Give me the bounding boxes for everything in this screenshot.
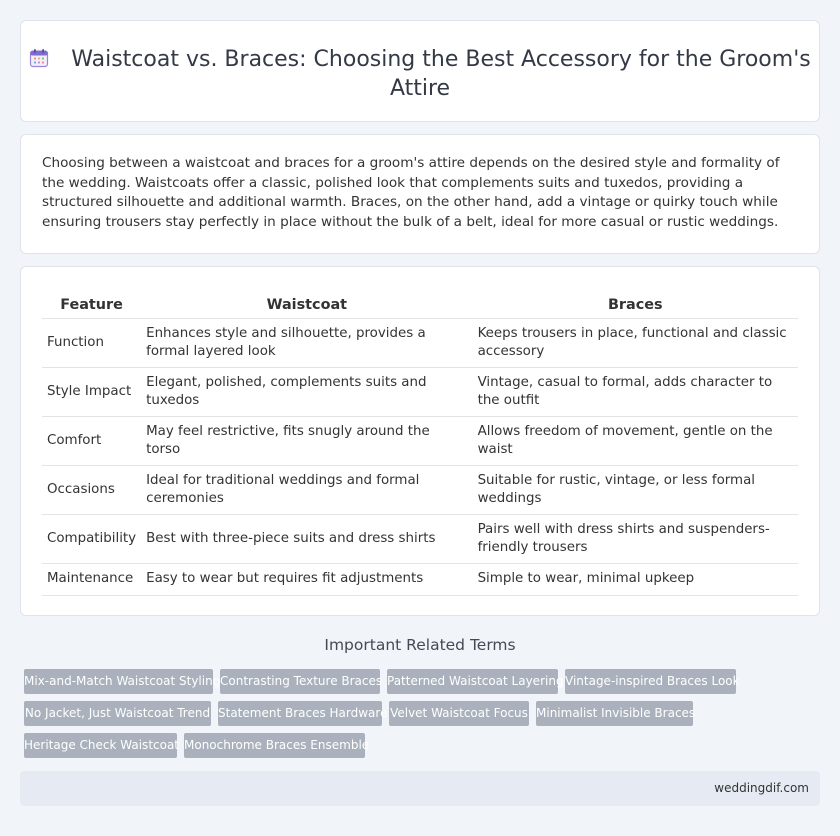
feature-cell: Comfort	[42, 416, 141, 465]
table-row	[42, 318, 798, 367]
calendar-icon	[29, 47, 49, 67]
header-braces: Braces	[473, 292, 798, 318]
intro-paragraph: Choosing between a waistcoat and braces for a groom's attire depends on the desired style and formality of the wedding. Waistcoats offer a classic, polished look that complements suits and tuxedos, providing a structured silhouette and additional warmth. Braces, on the other hand, add a vintage or quirky touch while ensuring trousers stay perfectly in place without the bulk of a belt, ideal for more casual or rustic weddings.	[42, 155, 780, 230]
related-term-tag[interactable]: Heritage Check Waistcoat	[24, 733, 177, 758]
waistcoat-cell: Best with three-piece suits and dress shirts	[141, 514, 472, 563]
feature-cell: Function	[42, 318, 141, 367]
header-waistcoat: Waistcoat	[141, 292, 472, 318]
feature-cell: Maintenance	[42, 563, 141, 595]
header-feature: Feature	[42, 292, 141, 318]
braces-cell: Vintage, casual to formal, adds character to the outfit	[473, 367, 798, 416]
footer-site-link[interactable]: weddingdif.com	[714, 781, 809, 795]
feature-cell: Occasions	[42, 465, 141, 514]
braces-cell: Keeps trousers in place, functional and classic accessory	[473, 318, 798, 367]
title-card	[20, 20, 820, 122]
related-term-tag[interactable]: Minimalist Invisible Braces	[536, 701, 693, 726]
waistcoat-cell: Enhances style and silhouette, provides a formal layered look	[141, 318, 472, 367]
related-term-tag[interactable]: Statement Braces Hardware	[218, 701, 382, 726]
related-term-tag[interactable]: Monochrome Braces Ensemble	[184, 733, 365, 758]
comparison-table	[42, 292, 798, 596]
page-title-wrap	[21, 45, 819, 103]
feature-cell: Style Impact	[42, 367, 141, 416]
related-term-tag[interactable]: Vintage-inspired Braces Look	[565, 669, 736, 694]
waistcoat-cell: Elegant, polished, complements suits and tuxedos	[141, 367, 472, 416]
related-term-tag[interactable]: Mix-and-Match Waistcoat Styling	[24, 669, 213, 694]
braces-cell: Simple to wear, minimal upkeep	[473, 563, 798, 595]
braces-cell: Allows freedom of movement, gentle on the waist	[473, 416, 798, 465]
table-row	[42, 367, 798, 416]
waistcoat-cell: Easy to wear but requires fit adjustments	[141, 563, 472, 595]
footer	[20, 771, 820, 806]
comparison-card	[20, 266, 820, 616]
related-term-tag[interactable]: Patterned Waistcoat Layering	[387, 669, 558, 694]
page-title: Waistcoat vs. Braces: Choosing the Best Accessory for the Groom's Attire	[71, 47, 811, 101]
intro-card	[20, 134, 820, 254]
related-term-tag[interactable]: Contrasting Texture Braces	[220, 669, 380, 694]
table-header-row	[42, 292, 798, 318]
braces-cell: Pairs well with dress shirts and suspenders-friendly trousers	[473, 514, 798, 563]
related-terms-title: Important Related Terms	[324, 636, 516, 654]
braces-cell: Suitable for rustic, vintage, or less formal weddings	[473, 465, 798, 514]
related-term-tag[interactable]: Velvet Waistcoat Focus	[389, 701, 529, 726]
table-row	[42, 465, 798, 514]
waistcoat-cell: May feel restrictive, fits snugly around the torso	[141, 416, 472, 465]
table-row	[42, 416, 798, 465]
feature-cell: Compatibility	[42, 514, 141, 563]
related-term-tag[interactable]: No Jacket, Just Waistcoat Trend	[24, 701, 211, 726]
table-row	[42, 563, 798, 595]
table-row	[42, 514, 798, 563]
waistcoat-cell: Ideal for traditional weddings and formal ceremonies	[141, 465, 472, 514]
